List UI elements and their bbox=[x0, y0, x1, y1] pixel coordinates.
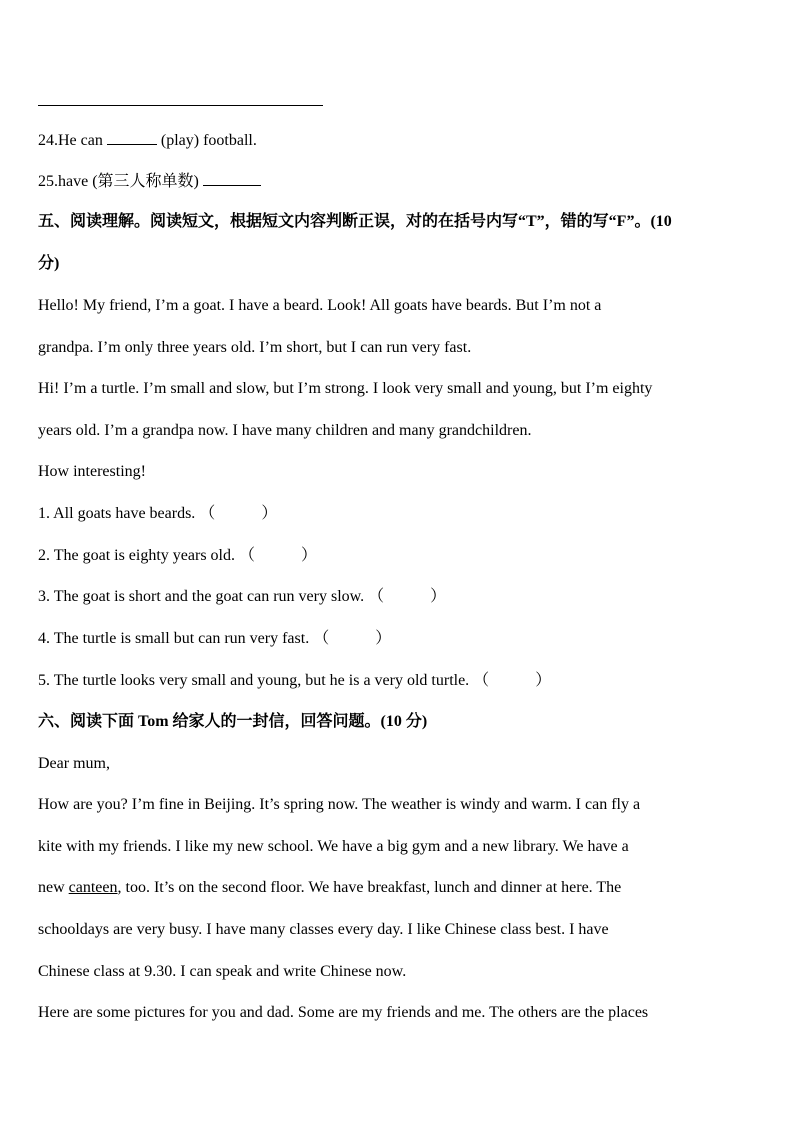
underlined-word: canteen bbox=[68, 879, 118, 896]
letter-salutation: Dear mum, bbox=[38, 755, 110, 772]
section-6-heading bbox=[38, 712, 427, 732]
passage-line: How interesting! bbox=[38, 463, 146, 480]
tf-question bbox=[38, 629, 391, 649]
question-text: 2. The goat is eighty years old. （ bbox=[38, 547, 256, 564]
close-paren: ） bbox=[430, 588, 447, 605]
passage-line: years old. I’m a grandpa now. I have many children and many grandchildren. bbox=[38, 422, 532, 439]
letter-text: new bbox=[38, 879, 69, 896]
tf-question bbox=[38, 671, 551, 691]
tf-question bbox=[38, 587, 446, 607]
question-text: He can bbox=[58, 132, 107, 149]
letter-line: Chinese class at 9.30. I can speak and write Chinese now. bbox=[38, 963, 407, 980]
letter-line: How are you? I’m fine in Beijing. It’s spring now. The weather is windy and warm. I can fly a bbox=[38, 796, 641, 813]
answer-blank[interactable] bbox=[203, 171, 261, 186]
heading-text: 给家人的一封信，回答问题。(10 分) bbox=[168, 713, 428, 730]
question-text: 5. The turtle looks very small and young, but he is a very old turtle. （ bbox=[38, 672, 490, 689]
section-5-heading-cont: 分) bbox=[38, 255, 60, 272]
question-text: (play) football. bbox=[156, 132, 257, 149]
question-text: 4. The turtle is small but can run very fast. （ bbox=[38, 630, 330, 647]
passage-line: grandpa. I’m only three years old. I’m short, but I can run very fast. bbox=[38, 339, 472, 356]
heading-name: Tom bbox=[138, 713, 169, 730]
answer-line bbox=[38, 105, 323, 106]
section-5-heading: 五、阅读理解。阅读短文，根据短文内容判断正误，对的在括号内写“T”，错的写“F”。(10 bbox=[38, 213, 672, 230]
letter-text: , too. It’s on the second floor. We have breakfast, lunch and dinner at here. The bbox=[117, 879, 622, 896]
letter-line bbox=[38, 878, 621, 898]
close-paren: ） bbox=[535, 672, 552, 689]
question-text: 3. The goat is short and the goat can run very slow. （ bbox=[38, 588, 385, 605]
letter-line: Here are some pictures for you and dad. Some are my friends and me. The others are the places bbox=[38, 1004, 649, 1021]
letter-line: schooldays are very busy. I have many classes every day. I like Chinese class best. I have bbox=[38, 921, 609, 938]
heading-text: 六、阅读下面 bbox=[38, 713, 139, 730]
question-25 bbox=[38, 171, 261, 192]
passage-line: Hi! I’m a turtle. I’m small and slow, but I’m strong. I look very small and young, but I’m eighty bbox=[38, 380, 653, 397]
question-text: have (第三人称单数) bbox=[58, 173, 203, 190]
question-number: 24. bbox=[38, 132, 58, 149]
tf-question bbox=[38, 546, 317, 566]
letter-line: kite with my friends. I like my new school. We have a big gym and a new library. We have a bbox=[38, 838, 629, 855]
question-number: 25. bbox=[38, 173, 58, 190]
answer-blank[interactable] bbox=[107, 130, 157, 145]
question-24 bbox=[38, 130, 257, 151]
close-paren: ） bbox=[375, 630, 392, 647]
tf-question bbox=[38, 504, 277, 524]
close-paren: ） bbox=[261, 505, 278, 522]
question-text: 1. All goats have beards. （ bbox=[38, 505, 216, 522]
passage-line: Hello! My friend, I’m a goat. I have a beard. Look! All goats have beards. But I’m not a bbox=[38, 297, 602, 314]
close-paren: ） bbox=[301, 547, 318, 564]
